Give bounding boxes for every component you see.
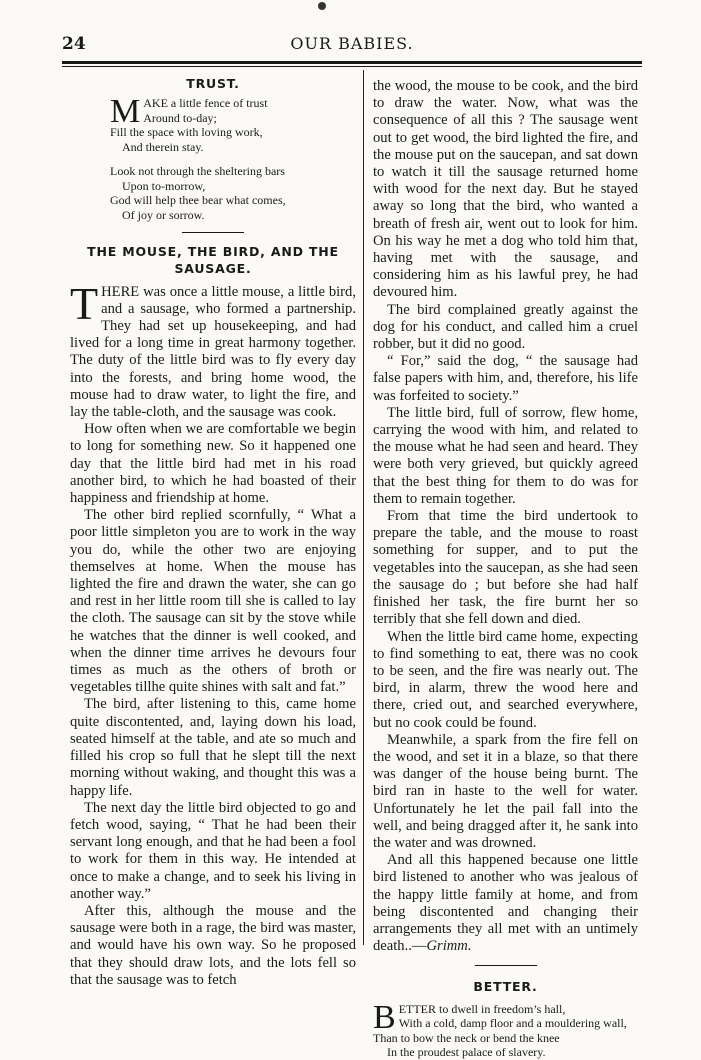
story-title: THE MOUSE, THE BIRD, AND THE SAUSAGE. [87, 244, 339, 277]
story-paragraph: When the little bird came home, expecting to find something to eat, there was no cook to be seen, and the fire was nearly out. The bird, in alarm, threw the wood here and there, cried out, and searched everywhere, but no cook could be found. [373, 628, 638, 731]
left-column [70, 75, 356, 989]
story-paragraph: The next day the little bird objected to go and fetch wood, saying, “ That he had been their servant long enough, and that he had been a fool to work for them in this way. He intended at once to make a change, and to seek his living in another way.” [70, 799, 356, 902]
header-rule-thick [62, 61, 642, 64]
poem-line: Look not through the sheltering bars [110, 164, 285, 179]
story-paragraph: How often when we are comfortable we begin to long for something new. So it happened one day that the little bird had met in his road another bird, to which he had boasted of their happiness and friendship at home. [70, 421, 356, 507]
poem-line: And therein stay. [122, 139, 204, 154]
poem-line: ETTER to dwell in freedom’s hall, [398, 1001, 566, 1016]
story-signature: Grimm. [426, 938, 472, 955]
story-paragraph: From that time the bird undertook to prepare the table, and the mouse to roast something for supper, and to put the vegetables into the saucepan, as she had seen the sausage do ; but before she had half finished her task, the fire burnt her so terribly that she fell down and died. [373, 508, 638, 628]
story-left-body [70, 277, 356, 989]
trust-title: TRUST. [186, 76, 240, 91]
poem-line: Of joy or sorrow. [122, 207, 205, 222]
story-paragraph: “ For,” said the dog, “ the sausage had false papers with him, and, therefore, his life was forfeited to society.” [373, 353, 638, 404]
story-dropcap: T [70, 277, 99, 329]
poem-line: Fill the space with loving work, [110, 125, 263, 140]
poem-line: With a cold, damp floor and a mouldering wall, [398, 1016, 627, 1031]
running-title: OUR BABIES. [290, 34, 414, 53]
story-paragraph: The bird, after listening to this, came home quite discontented, and, laying down his load, seated himself at the table, and ate so much and filled his crop so full that he slept till the next morning without waking, and thought this was a happy life. [70, 696, 356, 799]
poem-line: Upon to-morrow, [122, 178, 206, 193]
poem-line: God will help thee bear what comes, [110, 193, 286, 208]
right-column [373, 78, 638, 1060]
better-title: BETTER. [473, 979, 538, 995]
ink-dot [318, 2, 326, 10]
poem-line: Around to-day; [143, 110, 217, 125]
page-header [62, 34, 642, 56]
story-paragraph: The bird complained greatly against the dog for his conduct, and called him a cruel robber, but it did no good. [373, 301, 638, 353]
story-right-body [373, 78, 638, 955]
story-paragraph: Meanwhile, a spark from the fire fell on the wood, and set it in a blaze, so that there was danger of the house being burnt. The bird ran in haste to the well for water. Unfortunately he let the pail fall into the well, and being dragged after it, he sank into the water and was drowned. [373, 731, 638, 851]
poem-line: Than to bow the neck or bend the knee [373, 1030, 560, 1045]
story-paragraph: The other bird replied scornfully, “ What a poor little simpleton you are to work in the way you do, while the other two are enjoying themselves at home. When the mouse has lighted the fire and drawn the water, she can go and rest in her little room till she is called to lay the cloth. The sausage can sit by the stove while he watches that the dinner is well cooked, and when the dinner time arrives he devours four times as much as the others of broth or vegetables tillhe quite shines with salt and fat.” [70, 507, 356, 696]
story-paragraph: The little bird, full of sorrow, flew home, carrying the wood with him, and related to the mouse what he had seen and heard. They were both very grieved, but quickly agreed that the best thing for them to do was for them to remain together. [373, 404, 638, 507]
section-divider [182, 232, 244, 233]
section-divider [475, 965, 537, 966]
story-paragraph: the wood, the mouse to be cook, and the bird to draw the water. Now, what was the consequence of all this ? The sausage went out to get wood, the bird lighted the fire, and the mouse put on the saucepan, and sat down to watch it till the sausage returned home with wood for the next day. But he stayed away so long that the bird, who wanted a breath of fresh air, went out to look for him. On his way he met a dog who told him that, having met with the sausage, and considering him as his lawful prey, he had devoured him. [373, 78, 638, 301]
trust-poem [110, 93, 356, 222]
poem-line: AKE a little fence of trust [143, 96, 268, 111]
column-divider [363, 70, 364, 945]
trust-dropcap: M [110, 93, 141, 131]
story-paragraph: After this, although the mouse and the sausage were both in a rage, the bird was master, and would have his own way. So he proposed that they should draw lots, and the lots fell so that the sausage was to fetch [70, 902, 356, 988]
story-paragraph: And all this happened because one little bird listened to another who was jealous of the happy little family at home, and from being discontented and changing their arrangements they all met with an untimely death..—Grimm. [373, 852, 638, 955]
page-number: 24 [62, 34, 86, 54]
header-rule-thin [62, 66, 642, 67]
story-paragraph: THERE was once a little mouse, a little bird, and a sausage, who formed a partnership. They had set up housekeeping, and had lived for a long time in great harmony together. The duty of the little bird was to fly every day into the forests, and bring home wood, the mouse had to draw water, to light the fire, and lay the table-cloth, and the sausage was cook. [70, 277, 356, 421]
better-poem [373, 998, 638, 1060]
better-dropcap: B [373, 998, 396, 1036]
poem-line: In the proudest palace of slavery. [387, 1045, 546, 1060]
